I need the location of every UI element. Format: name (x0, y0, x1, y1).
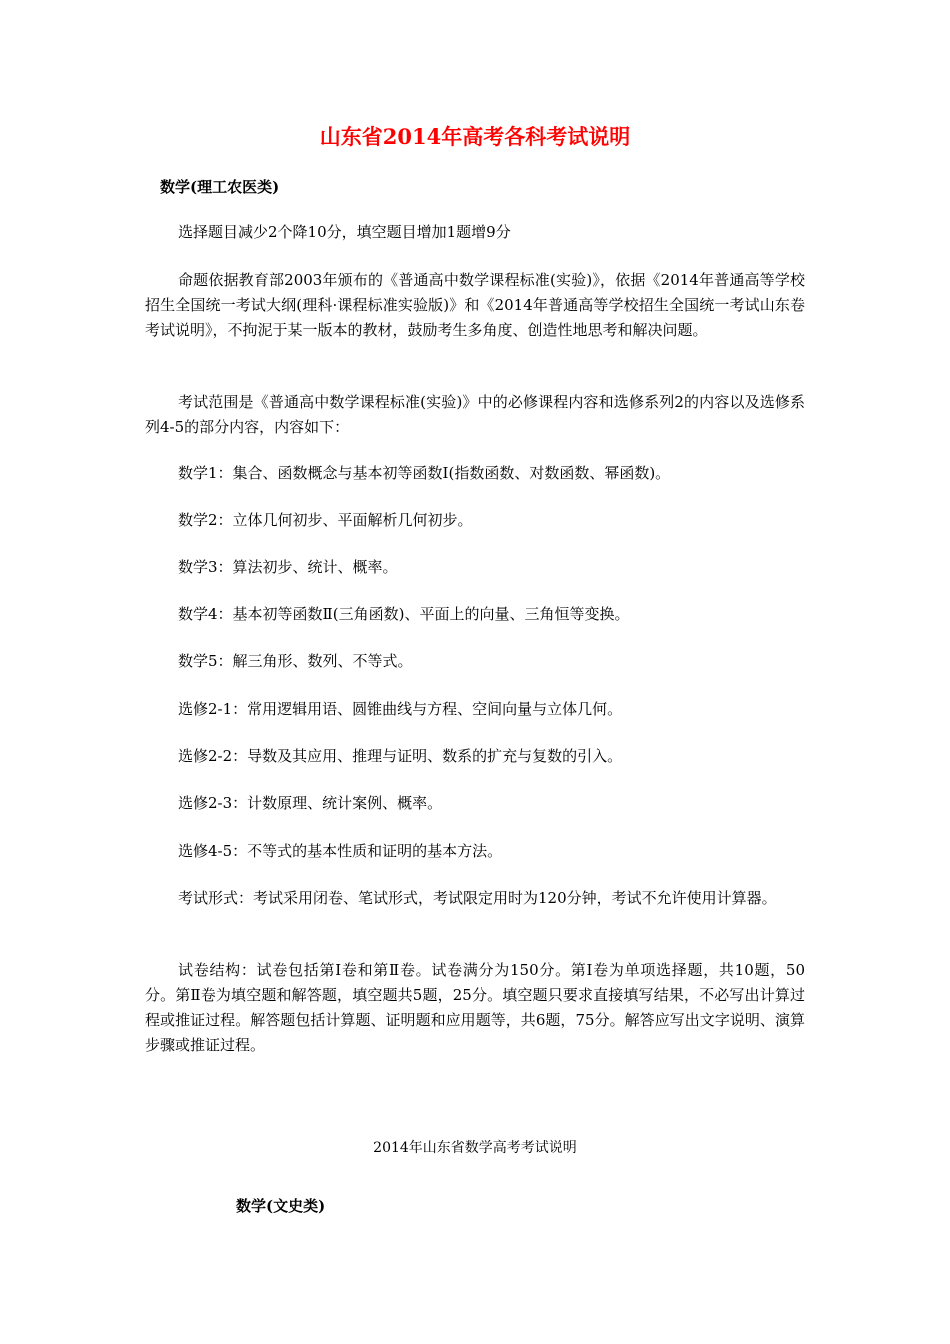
list-item-elective-4-5: 选修4-5：不等式的基本性质和证明的基本方法。 (178, 842, 503, 860)
section-heading-science: 数学(理工农医类) (160, 178, 280, 196)
list-item-math1: 数学1：集合、函数概念与基本初等函数Ⅰ(指数函数、对数函数、幂函数)。 (178, 464, 671, 482)
list-item-math3: 数学3：算法初步、统计、概率。 (178, 558, 398, 576)
paragraph-paper-structure: 试卷结构：试卷包括第Ⅰ卷和第Ⅱ卷。试卷满分为150分。第Ⅰ卷为单项选择题，共10题，50分。第Ⅱ卷为填空题和解答题，填空题共5题，25分。填空题只要求直接填写结果，不必写出计算过程或推证过程。解答题包括计算题、证明题和应用题等，共6题，75分。解答应写出文字说明、演算步骤或推证过程。 (145, 961, 805, 1054)
list-item-elective-2-2: 选修2-2：导数及其应用、推理与证明、数系的扩充与复数的引入。 (178, 747, 623, 765)
paragraph-exam-form: 考试形式：考试采用闭卷、笔试形式，考试限定用时为120分钟，考试不允许使用计算器。 (178, 889, 777, 907)
section-heading-liberal-arts: 数学(文史类) (236, 1197, 326, 1215)
paragraph-basis: 命题依据教育部2003年颁布的《普通高中数学课程标准(实验)》，依据《2014年普通高等学校招生全国统一考试大纲(理科·课程标准实验版)》和《2014年普通高等学校招生全国统一考试山东卷考试说明》，不拘泥于某一版本的教材，鼓励考生多角度、创造性地思考和解决问题。 (145, 271, 805, 339)
paragraph-scope: 考试范围是《普通高中数学课程标准(实验)》中的必修课程内容和选修系列2的内容以及选修系列4-5的部分内容，内容如下： (145, 393, 805, 436)
paragraph-change-note: 选择题目减少2个降10分，填空题目增加1题增9分 (178, 223, 511, 241)
list-item-math5: 数学5：解三角形、数列、不等式。 (178, 652, 413, 670)
list-item-elective-2-3: 选修2-3：计数原理、统计案例、概率。 (178, 794, 443, 812)
list-item-math2: 数学2：立体几何初步、平面解析几何初步。 (178, 511, 473, 529)
list-item-math4: 数学4：基本初等函数Ⅱ(三角函数)、平面上的向量、三角恒等变换。 (178, 605, 630, 623)
list-item-elective-2-1: 选修2-1：常用逻辑用语、圆锥曲线与方程、空间向量与立体几何。 (178, 700, 623, 718)
section2-title: 2014年山东省数学高考考试说明 (373, 1140, 577, 1156)
document-title: 山东省2014年高考各科考试说明 (319, 124, 631, 149)
